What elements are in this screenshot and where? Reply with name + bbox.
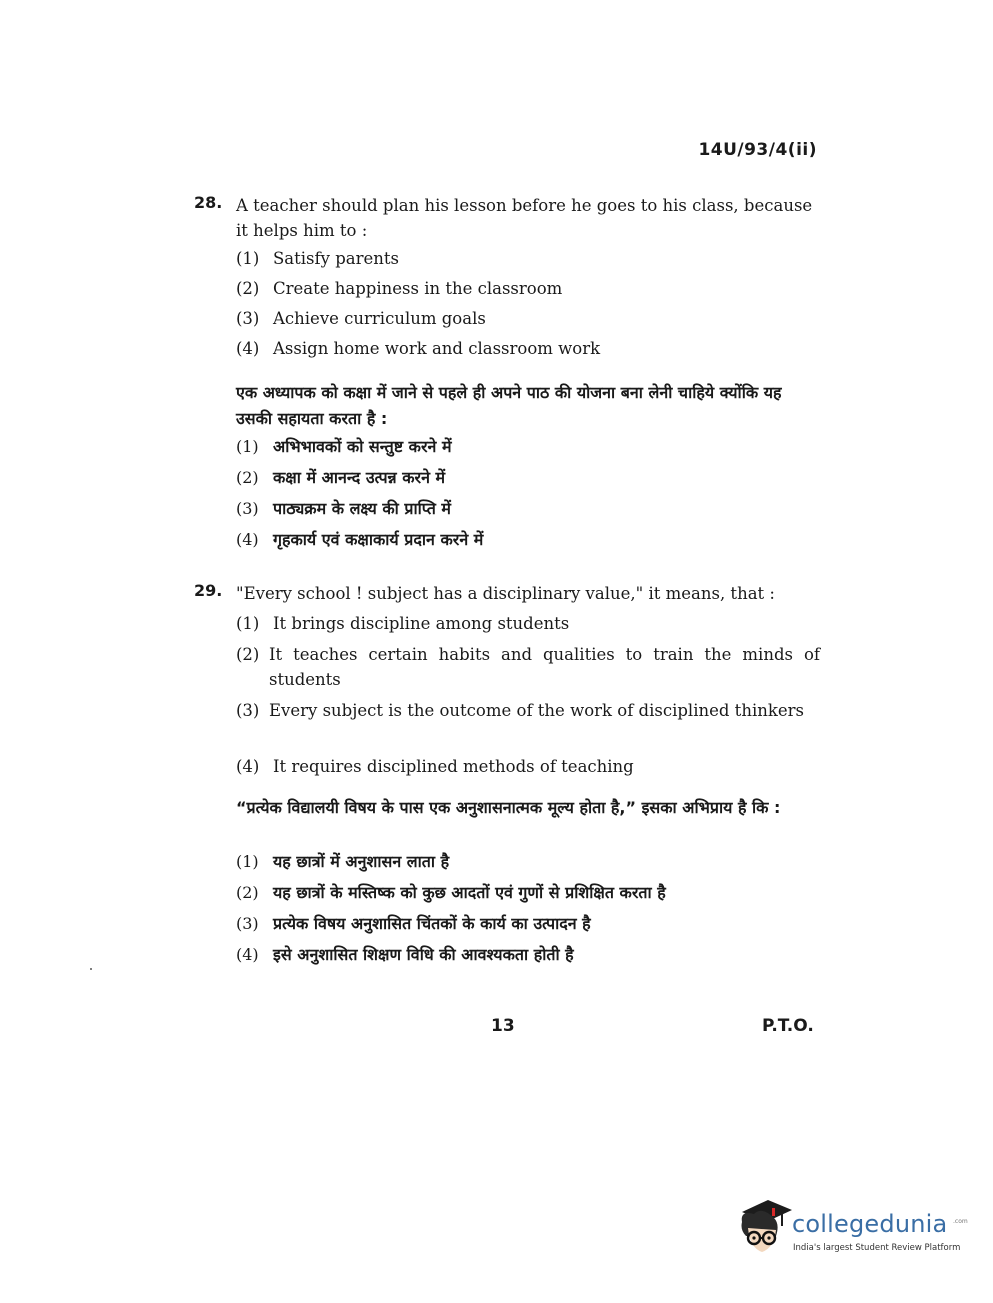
option-text: It teaches certain habits and qualities to train the minds of students bbox=[269, 645, 820, 689]
option-text: अभिभावकों को सन्तुष्ट करने में bbox=[273, 437, 452, 456]
option-number: (3) bbox=[236, 309, 260, 328]
option-text: प्रत्येक विषय अनुशासित चिंतकों के कार्य का उत्पादन है bbox=[273, 914, 591, 933]
option bbox=[236, 911, 820, 937]
paper-code: 14U/93/4(ii) bbox=[698, 140, 817, 160]
option bbox=[236, 942, 820, 968]
question-28-options-hi bbox=[236, 434, 820, 553]
question-29-text-hi: “प्रत्येक विद्यालयी विषय के पास एक अनुशासनात्मक मूल्य होता है,” इसका अभिप्राय है कि : bbox=[236, 798, 781, 817]
option-number: (2) bbox=[236, 468, 259, 487]
option-number: (3) bbox=[236, 701, 260, 720]
option-number: (1) bbox=[236, 437, 259, 456]
option-text: Create happiness in the classroom bbox=[273, 279, 563, 298]
option-number: (4) bbox=[236, 339, 260, 358]
option-text: कक्षा में आनन्द उत्पन्न करने में bbox=[273, 468, 446, 487]
question-28-options-en bbox=[236, 246, 820, 361]
option bbox=[236, 527, 820, 553]
option bbox=[236, 306, 820, 331]
question-29-options-hi bbox=[236, 849, 820, 968]
option-text: पाठ्यक्रम के लक्ष्य की प्राप्ति में bbox=[273, 499, 451, 518]
option-text: Every subject is the outcome of the work of disciplined thinkers bbox=[269, 701, 804, 720]
option-number: (2) bbox=[236, 883, 259, 902]
question-29-number: 29. bbox=[194, 581, 223, 600]
option bbox=[236, 465, 820, 491]
option bbox=[236, 276, 820, 301]
question-28-number: 28. bbox=[194, 193, 223, 212]
question-28-text-hi: एक अध्यापक को कक्षा में जाने से पहले ही अपने पाठ की योजना बना लेनी चाहिये क्योंकि यह उसकी सहायता करता है : bbox=[236, 383, 782, 428]
brand-name: collegedunia bbox=[792, 1210, 948, 1238]
option-number: (1) bbox=[236, 614, 260, 633]
brand-tagline: India's largest Student Review Platform bbox=[793, 1243, 961, 1253]
pto-label: P.T.O. bbox=[762, 1016, 814, 1036]
option-text: यह छात्रों के मस्तिष्क को कुछ आदतों एवं गुणों से प्रशिक्षित करता है bbox=[273, 883, 666, 902]
option-number: (3) bbox=[236, 499, 259, 518]
option-text: गृहकार्य एवं कक्षाकार्य प्रदान करने में bbox=[273, 530, 484, 549]
option-number: (2) bbox=[236, 279, 260, 298]
option-text: It requires disciplined methods of teaching bbox=[273, 757, 634, 776]
option-text: Assign home work and classroom work bbox=[273, 339, 601, 358]
option bbox=[236, 642, 820, 692]
collegedunia-logo bbox=[734, 1196, 968, 1266]
option bbox=[236, 434, 820, 460]
option-number: (4) bbox=[236, 530, 259, 549]
option bbox=[236, 496, 820, 522]
option-number: (3) bbox=[236, 914, 259, 933]
question-28-text-en: A teacher should plan his lesson before he goes to his class, because it helps him to : bbox=[236, 196, 813, 240]
option bbox=[236, 880, 820, 906]
option-text: It brings discipline among students bbox=[273, 614, 570, 633]
option bbox=[236, 611, 820, 636]
option bbox=[236, 849, 820, 875]
option-number: (1) bbox=[236, 249, 260, 268]
option-text: Achieve curriculum goals bbox=[273, 309, 486, 328]
option bbox=[236, 698, 820, 723]
option-text: Satisfy parents bbox=[273, 249, 399, 268]
option bbox=[236, 336, 820, 361]
option-number: (4) bbox=[236, 945, 259, 964]
mascot-icon bbox=[734, 1196, 792, 1258]
option-number: (2) bbox=[236, 645, 260, 664]
option-text: इसे अनुशासित शिक्षण विधि की आवश्यकता होती है bbox=[273, 945, 574, 964]
page-number: 13 bbox=[491, 1016, 515, 1036]
option bbox=[236, 246, 820, 271]
brand-suffix: .com bbox=[953, 1218, 968, 1225]
option bbox=[236, 754, 820, 779]
option-number: (4) bbox=[236, 757, 260, 776]
option-text: यह छात्रों में अनुशासन लाता है bbox=[273, 852, 450, 871]
question-29-text-en: "Every school ! subject has a disciplinary value," it means, that : bbox=[236, 584, 775, 603]
option-number: (1) bbox=[236, 852, 259, 871]
speck bbox=[90, 968, 92, 970]
